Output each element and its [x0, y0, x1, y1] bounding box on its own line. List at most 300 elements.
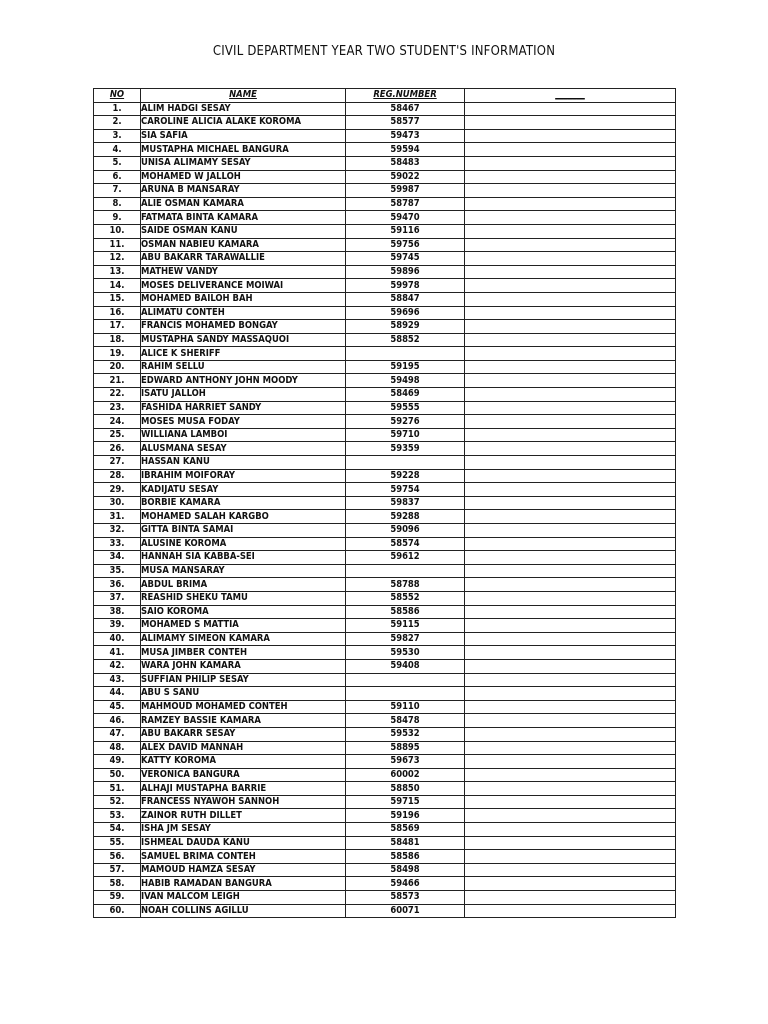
- table-row: [94, 197, 676, 211]
- column-header-reg-number: REG.NUMBER: [346, 89, 465, 103]
- blank-cell: [465, 687, 676, 701]
- reg-number: 58552: [346, 591, 465, 605]
- blank-cell: [465, 741, 676, 755]
- reg-number: 59466: [346, 877, 465, 891]
- row-number: 35.: [94, 564, 141, 578]
- reg-number: 58469: [346, 388, 465, 402]
- blank-cell: [465, 238, 676, 252]
- reg-number: 58586: [346, 850, 465, 864]
- blank-cell: [465, 524, 676, 538]
- row-number: 9.: [94, 211, 141, 225]
- blank-cell: [465, 170, 676, 184]
- row-number: 43.: [94, 673, 141, 687]
- row-number: 48.: [94, 741, 141, 755]
- blank-cell: [465, 673, 676, 687]
- blank-cell: [465, 252, 676, 266]
- blank-cell: [465, 156, 676, 170]
- student-name: MUSA MANSARAY: [141, 564, 346, 578]
- table-row: [94, 156, 676, 170]
- student-name: ISHA JM SESAY: [141, 823, 346, 837]
- student-name: MUSTAPHA SANDY MASSAQUOI: [141, 333, 346, 347]
- table-row: [94, 224, 676, 238]
- reg-number: 60002: [346, 768, 465, 782]
- row-number: 16.: [94, 306, 141, 320]
- table-row: [94, 129, 676, 143]
- row-number: 28.: [94, 469, 141, 483]
- blank-cell: [465, 714, 676, 728]
- row-number: 50.: [94, 768, 141, 782]
- table-row: [94, 388, 676, 402]
- student-name: MUSA JIMBER CONTEH: [141, 646, 346, 660]
- reg-number: 58569: [346, 823, 465, 837]
- student-name: ALHAJI MUSTAPHA BARRIE: [141, 782, 346, 796]
- table-row: [94, 877, 676, 891]
- table-row: [94, 401, 676, 415]
- row-number: 46.: [94, 714, 141, 728]
- student-name: VERONICA BANGURA: [141, 768, 346, 782]
- row-number: 8.: [94, 197, 141, 211]
- table-row: [94, 782, 676, 796]
- table-row: [94, 292, 676, 306]
- student-name: HANNAH SIA KABBA-SEI: [141, 551, 346, 565]
- student-table: [93, 88, 676, 918]
- blank-cell: [465, 795, 676, 809]
- blank-cell: [465, 823, 676, 837]
- row-number: 38.: [94, 605, 141, 619]
- student-name: ALIM HADGI SESAY: [141, 102, 346, 116]
- table-row: [94, 415, 676, 429]
- student-name: ALEX DAVID MANNAH: [141, 741, 346, 755]
- reg-number: 59978: [346, 279, 465, 293]
- row-number: 49.: [94, 755, 141, 769]
- blank-cell: [465, 102, 676, 116]
- blank-cell: [465, 320, 676, 334]
- row-number: 60.: [94, 904, 141, 918]
- blank-cell: [465, 306, 676, 320]
- student-name: HASSAN KANU: [141, 456, 346, 470]
- table-row: [94, 510, 676, 524]
- student-name: SAIDE OSMAN KANU: [141, 224, 346, 238]
- blank-cell: [465, 537, 676, 551]
- page-title: CIVIL DEPARTMENT YEAR TWO STUDENT'S INFORMATION: [212, 44, 556, 59]
- table-row: [94, 469, 676, 483]
- reg-number: 58481: [346, 836, 465, 850]
- student-name: KADIJATU SESAY: [141, 483, 346, 497]
- blank-cell: [465, 510, 676, 524]
- row-number: 13.: [94, 265, 141, 279]
- row-number: 30.: [94, 496, 141, 510]
- reg-number: 59532: [346, 727, 465, 741]
- table-row: [94, 700, 676, 714]
- student-name: ABU BAKARR SESAY: [141, 727, 346, 741]
- reg-number: 59837: [346, 496, 465, 510]
- reg-number: 58573: [346, 891, 465, 905]
- student-name: ALIE OSMAN KAMARA: [141, 197, 346, 211]
- table-row: [94, 591, 676, 605]
- blank-cell: [465, 768, 676, 782]
- table-row: [94, 360, 676, 374]
- table-row: [94, 646, 676, 660]
- table-row: [94, 496, 676, 510]
- blank-cell: [465, 279, 676, 293]
- row-number: 23.: [94, 401, 141, 415]
- reg-number: 59696: [346, 306, 465, 320]
- reg-number: 59408: [346, 659, 465, 673]
- reg-number: 59710: [346, 428, 465, 442]
- student-name: FRANCESS NYAWOH SANNOH: [141, 795, 346, 809]
- table-row: [94, 687, 676, 701]
- reg-number: [346, 347, 465, 361]
- blank-cell: [465, 646, 676, 660]
- student-name: WARA JOHN KAMARA: [141, 659, 346, 673]
- row-number: 2.: [94, 116, 141, 130]
- student-name: MOSES DELIVERANCE MOIWAI: [141, 279, 346, 293]
- row-number: 12.: [94, 252, 141, 266]
- row-number: 7.: [94, 184, 141, 198]
- blank-cell: [465, 591, 676, 605]
- row-number: 52.: [94, 795, 141, 809]
- row-number: 10.: [94, 224, 141, 238]
- student-name: MAMOUD HAMZA SESAY: [141, 863, 346, 877]
- student-name: ABDUL BRIMA: [141, 578, 346, 592]
- blank-cell: [465, 659, 676, 673]
- blank-cell: [465, 483, 676, 497]
- row-number: 39.: [94, 619, 141, 633]
- table-row: [94, 102, 676, 116]
- blank-cell: [465, 809, 676, 823]
- blank-cell: [465, 632, 676, 646]
- reg-number: 59116: [346, 224, 465, 238]
- row-number: 3.: [94, 129, 141, 143]
- table-row: [94, 524, 676, 538]
- blank-cell: [465, 401, 676, 415]
- table-row: [94, 347, 676, 361]
- student-name: IBRAHIM MOIFORAY: [141, 469, 346, 483]
- row-number: 22.: [94, 388, 141, 402]
- reg-number: 58929: [346, 320, 465, 334]
- table-row: [94, 320, 676, 334]
- reg-number: 59359: [346, 442, 465, 456]
- blank-cell: [465, 374, 676, 388]
- table-row: [94, 564, 676, 578]
- reg-number: 58574: [346, 537, 465, 551]
- student-name: MOHAMED BAILOH BAH: [141, 292, 346, 306]
- column-header-name: NAME: [141, 89, 346, 103]
- blank-cell: [465, 184, 676, 198]
- reg-number: 58847: [346, 292, 465, 306]
- row-number: 11.: [94, 238, 141, 252]
- student-name: IVAN MALCOM LEIGH: [141, 891, 346, 905]
- blank-cell: [465, 197, 676, 211]
- table-row: [94, 809, 676, 823]
- row-number: 25.: [94, 428, 141, 442]
- table-row: [94, 714, 676, 728]
- reg-number: 59115: [346, 619, 465, 633]
- student-name: HABIB RAMADAN BANGURA: [141, 877, 346, 891]
- reg-number: 58895: [346, 741, 465, 755]
- reg-number: 58577: [346, 116, 465, 130]
- reg-number: 58787: [346, 197, 465, 211]
- row-number: 56.: [94, 850, 141, 864]
- blank-cell: [465, 265, 676, 279]
- blank-cell: [465, 700, 676, 714]
- student-name: MOSES MUSA FODAY: [141, 415, 346, 429]
- blank-cell: [465, 727, 676, 741]
- student-name: MUSTAPHA MICHAEL BANGURA: [141, 143, 346, 157]
- row-number: 44.: [94, 687, 141, 701]
- reg-number: 60071: [346, 904, 465, 918]
- table-row: [94, 632, 676, 646]
- row-number: 33.: [94, 537, 141, 551]
- student-name: KATTY KOROMA: [141, 755, 346, 769]
- row-number: 34.: [94, 551, 141, 565]
- row-number: 58.: [94, 877, 141, 891]
- header-row: [94, 89, 676, 103]
- row-number: 21.: [94, 374, 141, 388]
- reg-number: 59612: [346, 551, 465, 565]
- table-row: [94, 238, 676, 252]
- table-row: [94, 755, 676, 769]
- student-name: ALIMATU CONTEH: [141, 306, 346, 320]
- reg-number: 59896: [346, 265, 465, 279]
- student-name: BORBIE KAMARA: [141, 496, 346, 510]
- blank-cell: [465, 904, 676, 918]
- student-name: ABU S SANU: [141, 687, 346, 701]
- row-number: 59.: [94, 891, 141, 905]
- row-number: 55.: [94, 836, 141, 850]
- table-row: [94, 619, 676, 633]
- row-number: 32.: [94, 524, 141, 538]
- table-row: [94, 673, 676, 687]
- student-name: ALUSMANA SESAY: [141, 442, 346, 456]
- student-name: ISATU JALLOH: [141, 388, 346, 402]
- row-number: 6.: [94, 170, 141, 184]
- blank-cell: [465, 388, 676, 402]
- row-number: 42.: [94, 659, 141, 673]
- table-row: [94, 184, 676, 198]
- row-number: 1.: [94, 102, 141, 116]
- student-name: GITTA BINTA SAMAI: [141, 524, 346, 538]
- reg-number: 59756: [346, 238, 465, 252]
- reg-number: 59673: [346, 755, 465, 769]
- reg-number: 59470: [346, 211, 465, 225]
- student-name: EDWARD ANTHONY JOHN MOODY: [141, 374, 346, 388]
- blank-cell: [465, 292, 676, 306]
- reg-number: 58850: [346, 782, 465, 796]
- blank-cell: [465, 755, 676, 769]
- reg-number: 59276: [346, 415, 465, 429]
- row-number: 40.: [94, 632, 141, 646]
- row-number: 47.: [94, 727, 141, 741]
- row-number: 53.: [94, 809, 141, 823]
- row-number: 37.: [94, 591, 141, 605]
- table-row: [94, 442, 676, 456]
- reg-number: 58852: [346, 333, 465, 347]
- student-name: FATMATA BINTA KAMARA: [141, 211, 346, 225]
- reg-number: 59498: [346, 374, 465, 388]
- table-row: [94, 768, 676, 782]
- blank-cell: [465, 211, 676, 225]
- reg-number: 59110: [346, 700, 465, 714]
- student-name: NOAH COLLINS AGILLU: [141, 904, 346, 918]
- table-row: [94, 265, 676, 279]
- column-header-no: NO: [94, 89, 141, 103]
- blank-cell: [465, 496, 676, 510]
- row-number: 45.: [94, 700, 141, 714]
- student-name: WILLIANA LAMBOI: [141, 428, 346, 442]
- reg-number: [346, 673, 465, 687]
- table-row: [94, 863, 676, 877]
- student-name: FRANCIS MOHAMED BONGAY: [141, 320, 346, 334]
- table-row: [94, 551, 676, 565]
- blank-cell: [465, 360, 676, 374]
- table-row: [94, 279, 676, 293]
- student-name: ARUNA B MANSARAY: [141, 184, 346, 198]
- table-row: [94, 659, 676, 673]
- reg-number: 59530: [346, 646, 465, 660]
- blank-cell: [465, 224, 676, 238]
- student-name: ALICE K SHERIFF: [141, 347, 346, 361]
- blank-cell: [465, 551, 676, 565]
- reg-number: 59745: [346, 252, 465, 266]
- blank-cell: [465, 619, 676, 633]
- row-number: 15.: [94, 292, 141, 306]
- table-row: [94, 904, 676, 918]
- reg-number: 59594: [346, 143, 465, 157]
- row-number: 54.: [94, 823, 141, 837]
- student-name: MOHAMED W JALLOH: [141, 170, 346, 184]
- row-number: 19.: [94, 347, 141, 361]
- table-row: [94, 170, 676, 184]
- row-number: 29.: [94, 483, 141, 497]
- row-number: 36.: [94, 578, 141, 592]
- table-row: [94, 741, 676, 755]
- table-row: [94, 211, 676, 225]
- row-number: 31.: [94, 510, 141, 524]
- row-number: 20.: [94, 360, 141, 374]
- student-name: RAMZEY BASSIE KAMARA: [141, 714, 346, 728]
- student-name: FASHIDA HARRIET SANDY: [141, 401, 346, 415]
- table-row: [94, 605, 676, 619]
- student-name: SAMUEL BRIMA CONTEH: [141, 850, 346, 864]
- row-number: 14.: [94, 279, 141, 293]
- student-name: MATHEW VANDY: [141, 265, 346, 279]
- reg-number: 59196: [346, 809, 465, 823]
- row-number: 26.: [94, 442, 141, 456]
- student-name: ABU BAKARR TARAWALLIE: [141, 252, 346, 266]
- reg-number: 59228: [346, 469, 465, 483]
- blank-cell: [465, 129, 676, 143]
- table-row: [94, 456, 676, 470]
- table-row: [94, 823, 676, 837]
- blank-cell: [465, 891, 676, 905]
- table-row: [94, 143, 676, 157]
- student-name: SIA SAFIA: [141, 129, 346, 143]
- student-name: ALUSINE KOROMA: [141, 537, 346, 551]
- row-number: 4.: [94, 143, 141, 157]
- student-name: SUFFIAN PHILIP SESAY: [141, 673, 346, 687]
- reg-number: 59555: [346, 401, 465, 415]
- row-number: 24.: [94, 415, 141, 429]
- row-number: 18.: [94, 333, 141, 347]
- blank-cell: [465, 143, 676, 157]
- reg-number: 59754: [346, 483, 465, 497]
- student-name: MAHMOUD MOHAMED CONTEH: [141, 700, 346, 714]
- blank-cell: [465, 782, 676, 796]
- reg-number: 58478: [346, 714, 465, 728]
- row-number: 5.: [94, 156, 141, 170]
- table-row: [94, 333, 676, 347]
- table-row: [94, 850, 676, 864]
- blank-cell: [465, 442, 676, 456]
- table-row: [94, 836, 676, 850]
- student-name: MOHAMED SALAH KARGBO: [141, 510, 346, 524]
- blank-cell: [465, 877, 676, 891]
- student-name: MOHAMED S MATTIA: [141, 619, 346, 633]
- reg-number: [346, 687, 465, 701]
- reg-number: 59096: [346, 524, 465, 538]
- student-name: ALIMAMY SIMEON KAMARA: [141, 632, 346, 646]
- blank-cell: [465, 469, 676, 483]
- table-row: [94, 116, 676, 130]
- reg-number: 59827: [346, 632, 465, 646]
- blank-cell: [465, 116, 676, 130]
- row-number: 17.: [94, 320, 141, 334]
- student-name: ZAINOR RUTH DILLET: [141, 809, 346, 823]
- blank-cell: [465, 836, 676, 850]
- reg-number: 59473: [346, 129, 465, 143]
- student-name: CAROLINE ALICIA ALAKE KOROMA: [141, 116, 346, 130]
- blank-cell: [465, 850, 676, 864]
- table-row: [94, 428, 676, 442]
- reg-number: [346, 456, 465, 470]
- table-row: [94, 306, 676, 320]
- table-row: [94, 374, 676, 388]
- row-number: 41.: [94, 646, 141, 660]
- reg-number: 58467: [346, 102, 465, 116]
- table-row: [94, 795, 676, 809]
- table-row: [94, 537, 676, 551]
- blank-cell: [465, 863, 676, 877]
- student-name: ISHMEAL DAUDA KANU: [141, 836, 346, 850]
- reg-number: 58788: [346, 578, 465, 592]
- reg-number: [346, 564, 465, 578]
- blank-cell: [465, 333, 676, 347]
- reg-number: 58483: [346, 156, 465, 170]
- blank-cell: [465, 578, 676, 592]
- blank-cell: [465, 347, 676, 361]
- reg-number: 59195: [346, 360, 465, 374]
- blank-cell: [465, 605, 676, 619]
- student-name: OSMAN NABIEU KAMARA: [141, 238, 346, 252]
- row-number: 57.: [94, 863, 141, 877]
- reg-number: 59022: [346, 170, 465, 184]
- student-name: RAHIM SELLU: [141, 360, 346, 374]
- reg-number: 58586: [346, 605, 465, 619]
- row-number: 51.: [94, 782, 141, 796]
- table-row: [94, 483, 676, 497]
- table-row: [94, 727, 676, 741]
- student-name: SAIO KOROMA: [141, 605, 346, 619]
- blank-cell: [465, 415, 676, 429]
- student-name: UNISA ALIMAMY SESAY: [141, 156, 346, 170]
- student-name: REASHID SHEKU TAMU: [141, 591, 346, 605]
- reg-number: 58498: [346, 863, 465, 877]
- reg-number: 59987: [346, 184, 465, 198]
- reg-number: 59288: [346, 510, 465, 524]
- table-row: [94, 578, 676, 592]
- blank-cell: [465, 564, 676, 578]
